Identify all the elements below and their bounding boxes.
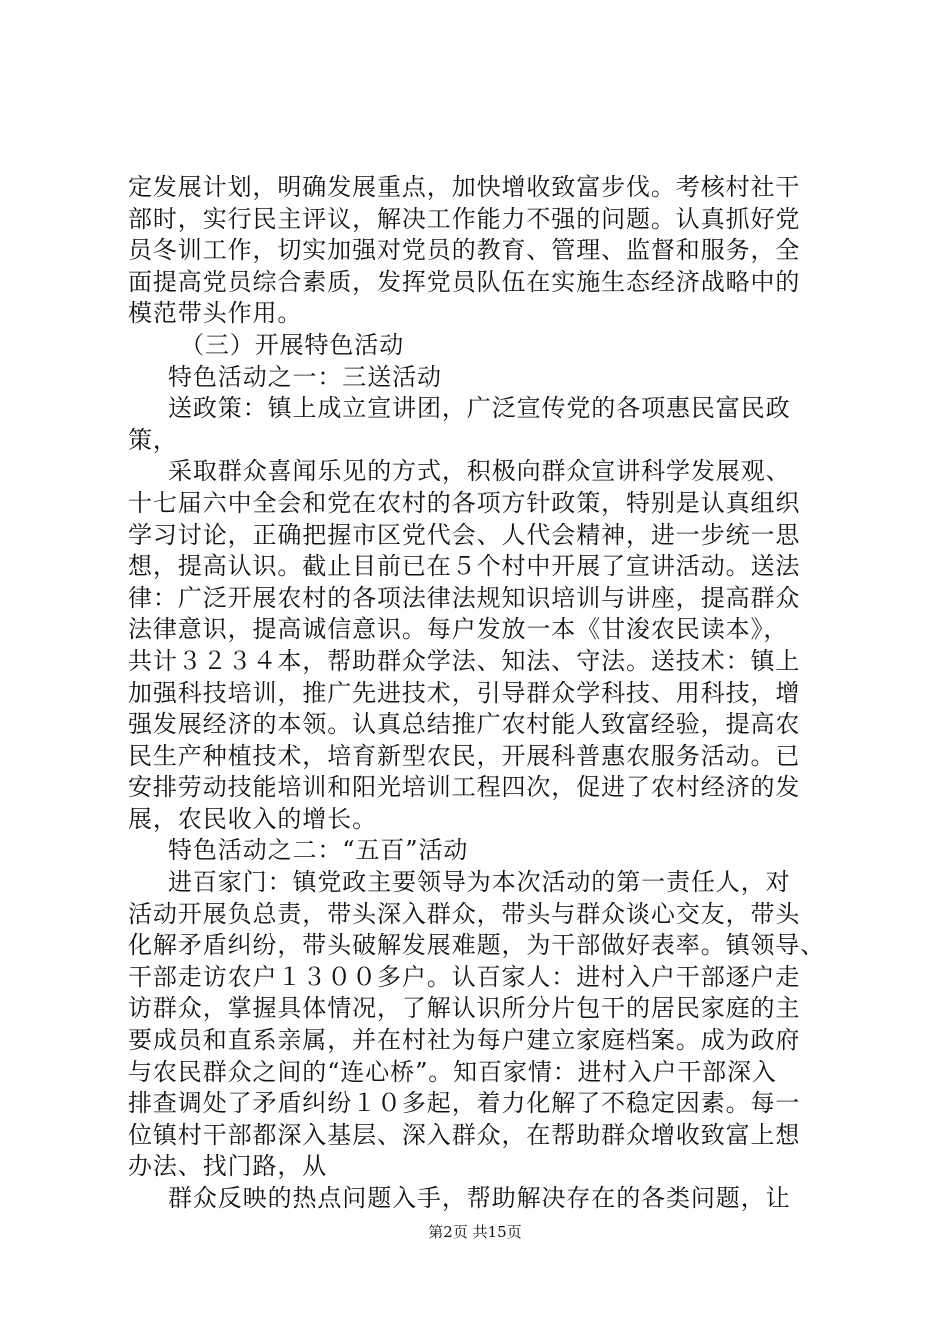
- text-line: 特色活动之一：三送活动: [168, 362, 442, 391]
- text-line: 位镇村干部都深入基层、深入群众，在帮助群众增收致富上想: [128, 1120, 801, 1149]
- document-body: [128, 172, 832, 1215]
- text-line: 干部走访农户１３００多户。认百家人：进村入户干部逐户走: [128, 962, 801, 991]
- text-line: 安排劳动技能培训和阳光培训工程四次，促进了农村经济的发: [128, 773, 801, 802]
- text-line: 面提高党员综合素质，发挥党员队伍在实施生态经济战略中的: [128, 267, 801, 296]
- text-line: 律：广泛开展农村的各项法律法规知识培训与讲座，提高群众: [128, 583, 801, 612]
- text-line: 定发展计划，明确发展重点，加快增收致富步伐。考核村社干: [128, 173, 801, 201]
- text-line: 与农民群众之间的“连心桥”。知百家情：进村入户干部深入: [128, 1057, 777, 1086]
- text-line: 要成员和直系亲属，并在村社为每户建立家庭档案。成为政府: [128, 1026, 801, 1055]
- text-line: 员冬训工作，切实加强对党员的教育、管理、监督和服务，全: [128, 236, 801, 265]
- text-line: （三）开展特色活动: [180, 330, 405, 359]
- text-line: 共计３２３４本，帮助群众学法、知法、守法。送技术：镇上: [128, 646, 801, 675]
- text-line: 活动开展负总责，带头深入群众，带头与群众谈心交友，带头: [128, 899, 801, 928]
- text-line: 民生产种植技术，培育新型农民，开展科普惠农服务活动。已: [128, 741, 801, 770]
- text-line: 排查调处了矛盾纠纷１０多起，着力化解了不稳定因素。每一: [128, 1089, 801, 1118]
- text-line: 办法、找门路，从: [128, 1152, 328, 1181]
- text-line: 访群众，掌握具体情况，了解认识所分片包干的居民家庭的主: [128, 994, 801, 1023]
- text-line: 采取群众喜闻乐见的方式，积极向群众宣讲科学发展观、: [168, 457, 791, 486]
- text-line: 群众反映的热点问题入手，帮助解决存在的各类问题，让: [168, 1184, 791, 1212]
- text-line: 想，提高认识。截止目前已在５个村中开展了宣讲活动。送法: [128, 552, 801, 581]
- text-line: 强发展经济的本领。认真总结推广农村能人致富经验，提高农: [128, 710, 801, 739]
- text-line: 送政策：镇上成立宣讲团，广泛宣传党的各项惠民富民政: [168, 394, 791, 423]
- text-line: 十七届六中全会和党在农村的各项方针政策，特别是认真组织: [128, 488, 801, 517]
- text-line: 部时，实行民主评议，解决工作能力不强的问题。认真抓好党: [128, 204, 801, 233]
- text-line: 模范带头作用。: [128, 299, 303, 328]
- text-line: 展，农民收入的增长。: [128, 804, 377, 833]
- text-line: 化解矛盾纠纷，带头破解发展难题，为干部做好表率。镇领导、: [128, 931, 826, 960]
- text-line: 策，: [128, 425, 178, 454]
- text-line: 法律意识，提高诚信意识。每户发放一本《甘浚农民读本》，: [128, 615, 789, 644]
- text-line: 学习讨论，正确把握市区党代会、人代会精神，进一步统一思: [128, 520, 801, 549]
- page-footer: 第2页 共15页: [428, 1223, 522, 1241]
- text-line: 加强科技培训，推广先进技术，引导群众学科技、用科技，增: [128, 678, 801, 707]
- text-line: 进百家门：镇党政主要领导为本次活动的第一责任人，对: [168, 868, 791, 897]
- text-line: 特色活动之二：“五百”活动: [168, 836, 469, 865]
